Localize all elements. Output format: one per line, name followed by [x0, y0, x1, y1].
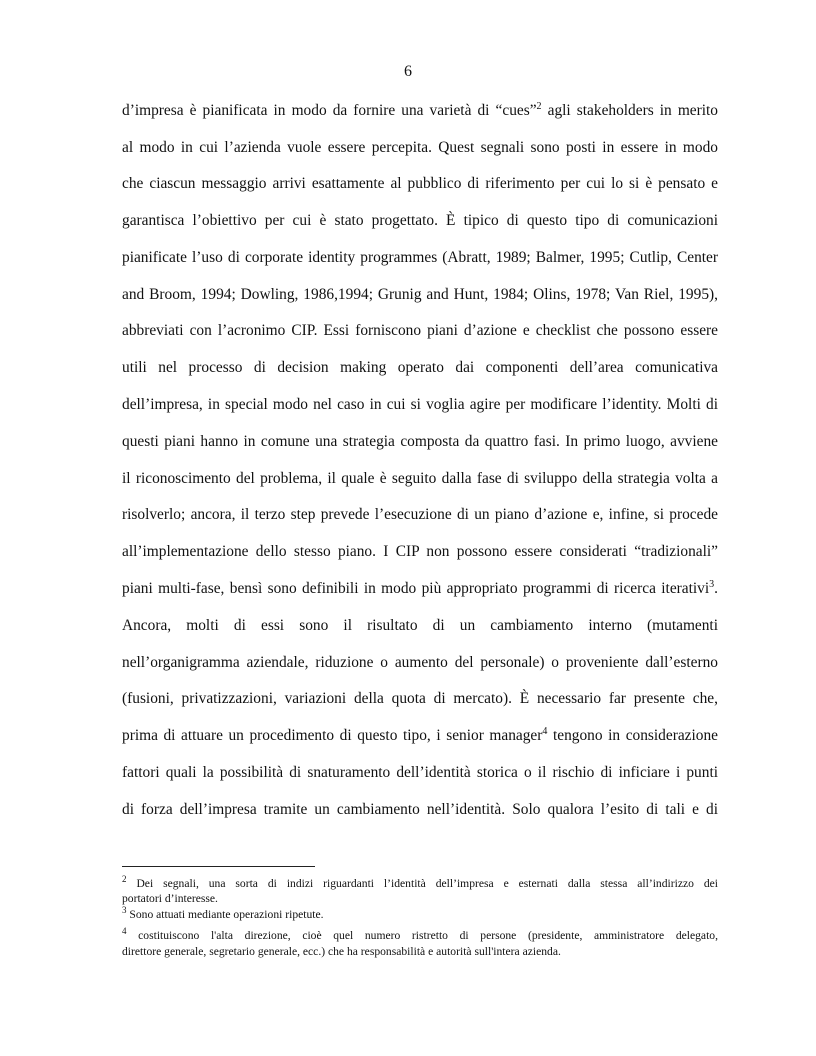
footnote-ref-3[interactable]: 3 — [709, 578, 715, 590]
footnote-2-continued: portatori d’interesse. — [122, 892, 218, 905]
footnote-3: $^3$ Sono attuati mediante operazioni ripetute. — [122, 905, 324, 921]
body-line: abbreviati con l’acronimo CIP. Essi forniscono piani d’azione e checklist che possono essere — [122, 322, 718, 339]
body-line: pianificate l’uso di corporate identity programmes (Abratt, 1989; Balmer, 1995; Cutlip, Center — [122, 249, 718, 266]
footnote-mark-2: 2 — [122, 874, 127, 885]
footnote-2: $^2$ Dei segnali, una sorta di indizi riguardanti l’identità dell’impresa e esternati dalla stessa all’indirizzo dei — [122, 874, 719, 890]
body-line: utili nel processo di decision making operato dai componenti dell’area comunicativa — [122, 359, 718, 376]
body-line: che ciascun messaggio arrivi esattamente al pubblico di riferimento per cui lo si è pensato e — [122, 175, 718, 192]
body-line: Ancora, molti di essi sono il risultato di un cambiamento interno (mutamenti — [122, 617, 718, 634]
body-line: il riconoscimento del problema, il quale è seguito dalla fase di sviluppo della strategia volta a — [122, 470, 718, 487]
footnote-separator — [122, 866, 315, 867]
body-line: and Broom, 1994; Dowling, 1986,1994; Grunig and Hunt, 1984; Olins, 1978; Van Riel, 1995), — [122, 286, 718, 303]
body-line: piani multi-fase, bensì sono definibili in modo più appropriato programmi di ricerca iterativi$^3$. — [122, 578, 718, 597]
body-line: dell’impresa, in special modo nel caso in cui si voglia agire per modificare l’identity. Molti di — [122, 396, 718, 413]
body-line: d’impresa è pianificata in modo da fornire una varietà di “cues”$^2$ agli stakeholders in merito — [122, 100, 718, 119]
body-line: all’implementazione dello stesso piano. I CIP non possono essere considerati “tradizionali” — [122, 543, 718, 560]
body-line: questi piani hanno in comune una strategia composta da quattro fasi. In primo luogo, avviene — [122, 433, 718, 450]
body-line: garantisca l’obiettivo per cui è stato progettato. È tipico di questo tipo di comunicazioni — [122, 212, 718, 229]
footnote-4: $^4$ costituiscono l'alta direzione, cioè quel numero ristretto di persone (presidente, amministratore delegato, — [122, 926, 718, 942]
body-line: di forza dell’impresa tramite un cambiamento nell’identità. Solo qualora l’esito di tali e di — [122, 801, 718, 818]
body-line: (fusioni, privatizzazioni, variazioni della quota di mercato). È necessario far presente che, — [122, 690, 718, 707]
body-line: al modo in cui l’azienda vuole essere percepita. Quest segnali sono posti in essere in modo — [122, 139, 718, 156]
body-line: risolverlo; ancora, il terzo step prevede l’esecuzione di un piano d’azione e, infine, si procede — [122, 506, 718, 523]
footnote-mark-4: 4 — [122, 926, 127, 937]
body-line: nell’organigramma aziendale, riduzione o aumento del personale) o proveniente dall’esterno — [122, 654, 718, 671]
page-number: 6 — [404, 63, 412, 80]
footnote-4-continued: direttore generale, segretario generale, ecc.) che ha responsabilità e autorità sull'intera azienda. — [122, 945, 561, 958]
body-line: prima di attuare un procedimento di questo tipo, i senior manager$^4$ tengono in considerazione — [122, 725, 718, 744]
footnote-mark-3: 3 — [122, 905, 127, 916]
footnote-ref-2[interactable]: 2 — [536, 100, 542, 112]
footnote-ref-4[interactable]: 4 — [542, 725, 548, 737]
body-line: fattori quali la possibilità di snaturamento dell’identità storica o il rischio di inficiare i punti — [122, 764, 718, 781]
